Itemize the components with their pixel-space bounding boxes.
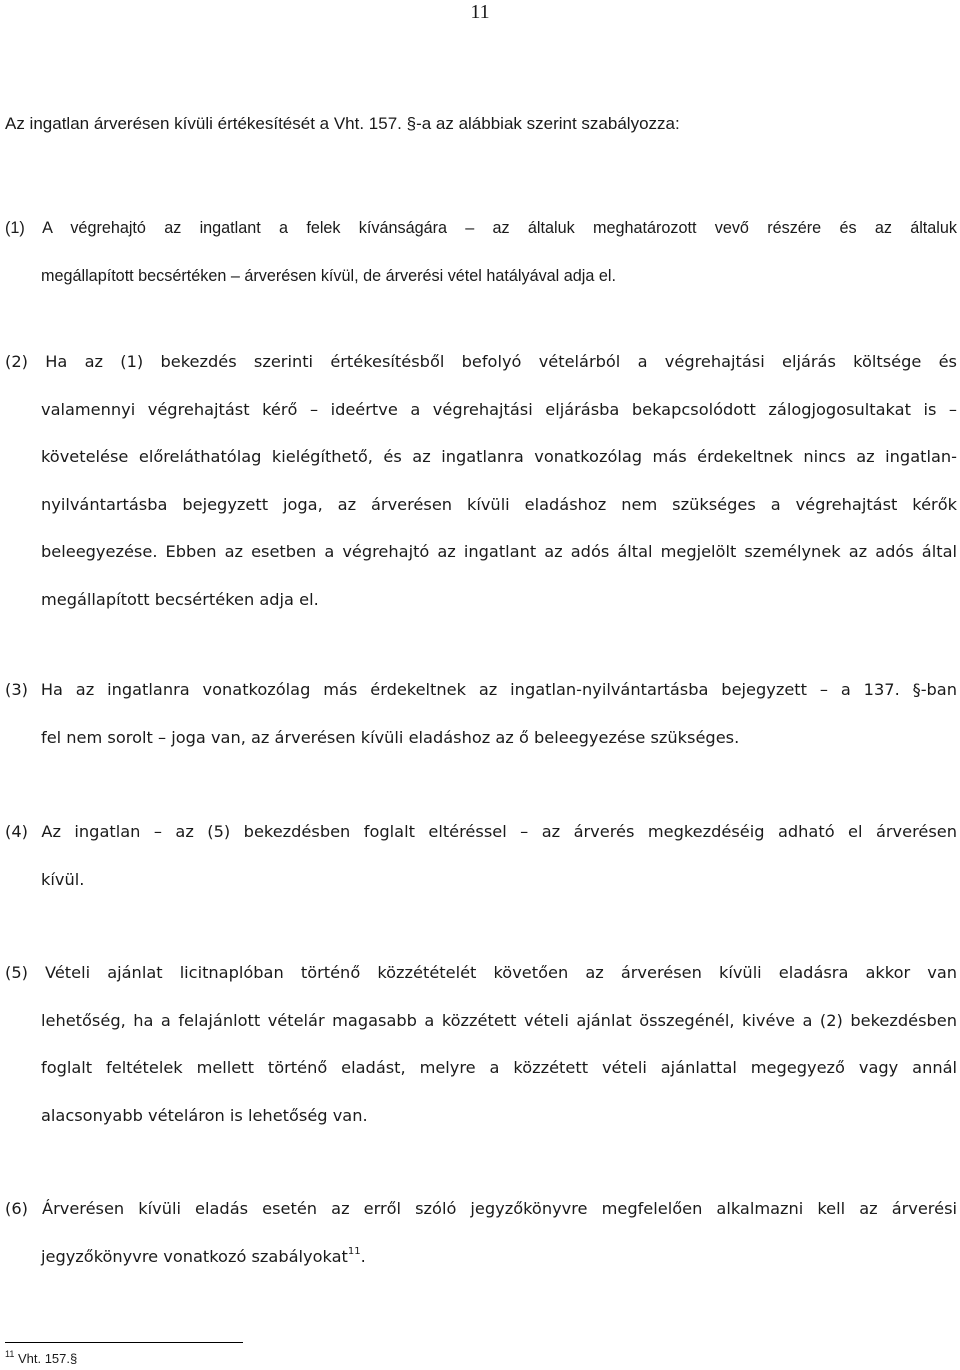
paragraph-6-continuation [5, 1233, 957, 1281]
paragraph-5 [5, 949, 957, 1139]
paragraph-3-line-1: (3) Ha az ingatlanra vonatkozólag más érdekeltnek az ingatlan-nyilvántartásba bejegyzett – a 137. §-ban [5, 680, 957, 699]
paragraph-1 [5, 205, 957, 300]
paragraph-3-continuation: fel nem sorolt – joga van, az árverésen kívüli eladáshoz az ő beleegyezése szükséges. [41, 727, 740, 747]
footnote-separator [5, 1342, 243, 1343]
footnote [5, 1351, 77, 1367]
paragraph-4-continuation: kívül. [41, 869, 85, 889]
paragraph-6 [5, 1185, 957, 1280]
paragraph-2-continuation: valamennyi végrehajtást kérő – ideértve a végrehajtási eljárásba bekapcsolódott zálogjogosultakat is – követelése előreláthatólag kielégíthető, és az ingatlanra vonatkozólag más érdekeltnek nincs az ingatlan-nyilvántartásba bejegyzett joga, az árverésen kívüli eladáshoz nem szükséges a végrehajtást kérők beleegyezése. Ebben az esetben a végrehajtó az ingatlant az adós által megjelölt személynek az adós által megállapított becsértéken adja el. [41, 399, 957, 609]
paragraph-5-line-1: (5) Vételi ajánlat licitnaplóban történő közzétételét követően az árverésen kívüli eladásra akkor van [5, 963, 957, 982]
paragraph-2 [5, 338, 957, 623]
intro-text: Az ingatlan árverésen kívüli értékesítését a Vht. 157. §-a az alábbiak szerint szabályozza: [5, 114, 680, 133]
paragraph-6-text: jegyzőkönyvre vonatkozó szabályokat [41, 1246, 348, 1266]
paragraph-5-continuation: lehetőség, ha a felajánlott vételár magasabb a közzétett vételi ajánlat összegénél, kivéve a (2) bekezdésben foglalt feltételek mellett történő eladást, melyre a közzétett vételi ajánlattal megegyező vagy annál alacsonyabb vételáron is lehetőség van. [41, 1010, 957, 1125]
paragraph-4-line-1: (4) Az ingatlan – az (5) bekezdésben foglalt eltéréssel – az árverés megkezdéséig adható el árverésen [5, 822, 957, 841]
paragraph-6-end: . [360, 1246, 366, 1266]
paragraph-1-line-1: (1) A végrehajtó az ingatlant a felek kívánságára – az általuk meghatározott vevő részére és az általuk [5, 219, 957, 237]
footnote-reference[interactable]: 11 [347, 1245, 361, 1257]
paragraph-2-line-1: (2) Ha az (1) bekezdés szerinti értékesítésből befolyó vételárból a végrehajtási eljárás költsége és [5, 352, 957, 371]
paragraph-1-continuation: megállapított becsértéken – árverésen kívül, de árverési vétel hatályával adja el. [41, 266, 616, 285]
paragraph-4 [5, 808, 957, 903]
footnote-text: Vht. 157.§ [17, 1351, 78, 1366]
paragraph-6-line-1: (6) Árverésen kívüli eladás esetén az erről szóló jegyzőkönyvre megfelelően alkalmazni kell az árverési [5, 1199, 957, 1218]
page-number: 11 [470, 1, 490, 23]
paragraph-3 [5, 666, 957, 761]
footnote-number: 11 [5, 1349, 15, 1359]
